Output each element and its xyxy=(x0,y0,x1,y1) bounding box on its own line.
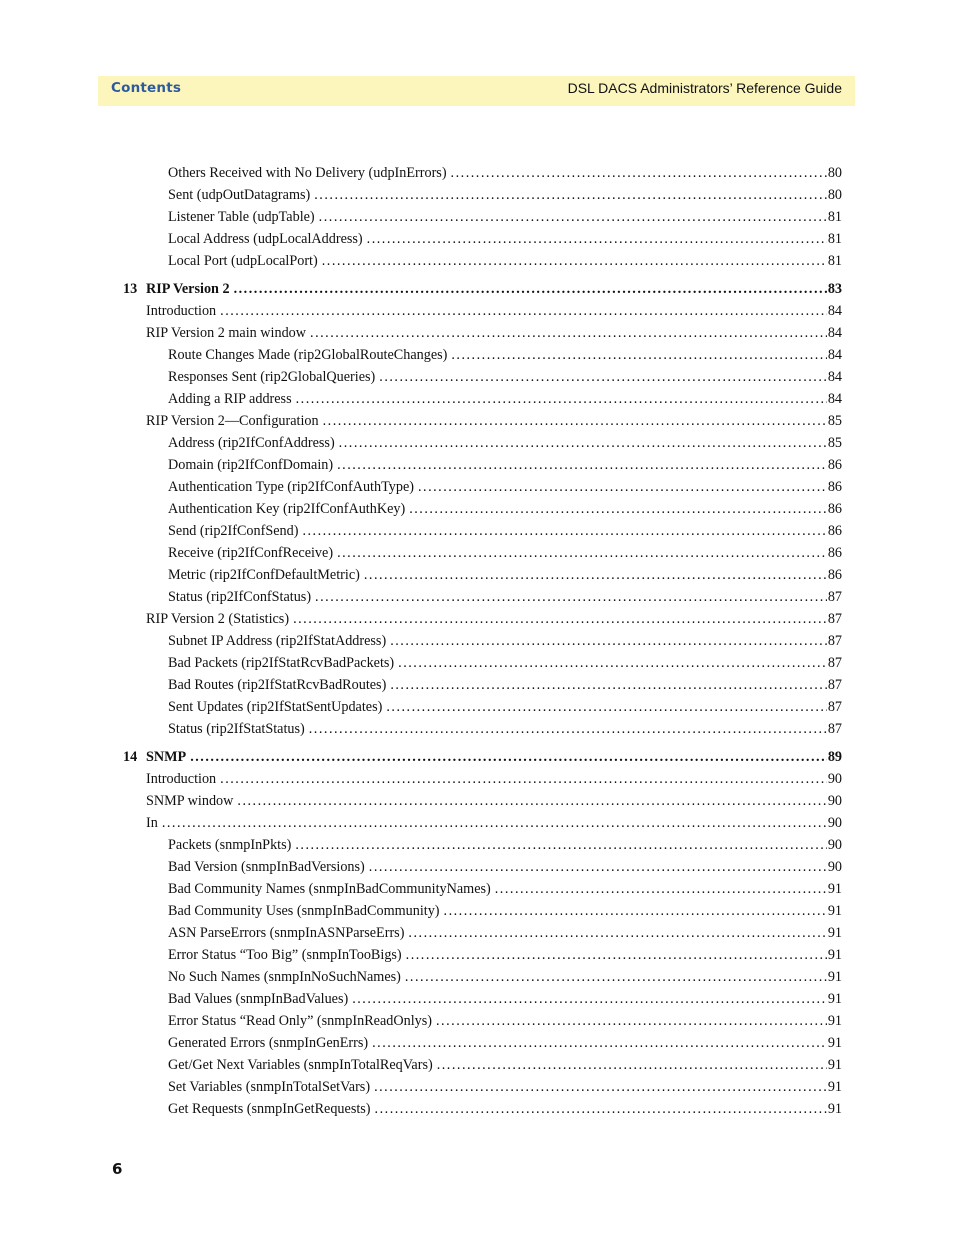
toc-page-number: 90 xyxy=(827,815,842,831)
dot-leader xyxy=(314,184,827,206)
toc-page-number: 87 xyxy=(827,611,842,627)
toc-page-number: 86 xyxy=(827,479,842,495)
toc-entry-label: Metric (rip2IfConfDefaultMetric) xyxy=(168,567,360,583)
toc-chapter-number: 13 xyxy=(123,281,138,297)
toc-entry-label: RIP Version 2—Configuration xyxy=(146,413,319,429)
dot-leader xyxy=(364,564,827,586)
toc-entry[interactable] xyxy=(168,652,842,674)
toc-entry-label: Sent (udpOutDatagrams) xyxy=(168,187,311,203)
toc-entry-label: RIP Version 2 main window xyxy=(146,325,307,341)
toc-page-number: 90 xyxy=(827,771,842,787)
toc-entry[interactable] xyxy=(168,366,842,388)
toc-entry-label: Bad Version (snmpInBadVersions) xyxy=(168,859,365,875)
toc-page-number: 91 xyxy=(827,1013,842,1029)
toc-entry[interactable] xyxy=(168,1076,842,1098)
toc-page-number: 86 xyxy=(827,457,842,473)
toc-entry-label: Bad Community Names (snmpInBadCommunityNames) xyxy=(168,881,491,897)
toc-entry[interactable] xyxy=(146,768,842,790)
toc-entry[interactable] xyxy=(146,608,842,630)
toc-page-number: 80 xyxy=(827,165,842,181)
header-document-title: DSL DACS Administrators’ Reference Guide xyxy=(567,80,842,96)
toc-chapter-entry[interactable] xyxy=(123,278,842,300)
toc-page-number: 81 xyxy=(827,209,842,225)
toc-entry[interactable] xyxy=(168,542,842,564)
dot-leader xyxy=(220,300,827,322)
toc-entry-label: Domain (rip2IfConfDomain) xyxy=(168,457,334,473)
toc-entry-label: Local Address (udpLocalAddress) xyxy=(168,231,363,247)
toc-entry-label: Get Requests (snmpInGetRequests) xyxy=(168,1101,371,1117)
dot-leader xyxy=(408,922,826,944)
toc-page-number: 91 xyxy=(827,903,842,919)
toc-entry-label: Bad Community Uses (snmpInBadCommunity) xyxy=(168,903,440,919)
toc-page-number: 87 xyxy=(827,721,842,737)
dot-leader xyxy=(451,344,826,366)
dot-leader xyxy=(293,608,827,630)
dot-leader xyxy=(237,790,826,812)
toc-page-number: 81 xyxy=(827,253,842,269)
dot-leader xyxy=(352,988,827,1010)
toc-entry-label: Error Status “Read Only” (snmpInReadOnlys) xyxy=(168,1013,432,1029)
toc-entry[interactable] xyxy=(168,718,842,740)
dot-leader xyxy=(296,388,827,410)
toc-entry[interactable] xyxy=(168,564,842,586)
toc-chapter-entry[interactable] xyxy=(123,746,842,768)
dot-leader xyxy=(309,718,827,740)
dot-leader xyxy=(390,674,827,696)
toc-entry[interactable] xyxy=(168,498,842,520)
toc-page-number: 81 xyxy=(827,231,842,247)
dot-leader xyxy=(437,1054,827,1076)
dot-leader xyxy=(319,206,827,228)
dot-leader xyxy=(310,322,827,344)
toc-page-number: 84 xyxy=(827,325,842,341)
dot-leader xyxy=(337,542,827,564)
toc-page-number: 84 xyxy=(827,391,842,407)
dot-leader xyxy=(323,410,827,432)
toc-entry-label: SNMP window xyxy=(146,793,234,809)
toc-page-number: 86 xyxy=(827,567,842,583)
dot-leader xyxy=(375,1098,827,1120)
dot-leader xyxy=(406,944,827,966)
toc-entry-label: Receive (rip2IfConfReceive) xyxy=(168,545,334,561)
toc-entry-label: Route Changes Made (rip2GlobalRouteChanges) xyxy=(168,347,448,363)
toc-entry[interactable] xyxy=(168,344,842,366)
toc-entry-label: Adding a RIP address xyxy=(168,391,292,407)
toc-page-number: 80 xyxy=(827,187,842,203)
toc-entry-label: Address (rip2IfConfAddress) xyxy=(168,435,335,451)
toc-entry-label: Bad Packets (rip2IfStatRcvBadPackets) xyxy=(168,655,395,671)
dot-leader xyxy=(372,1032,827,1054)
toc-entry-label: RIP Version 2 xyxy=(146,281,230,297)
dot-leader xyxy=(405,966,827,988)
dot-leader xyxy=(436,1010,827,1032)
toc-entry[interactable] xyxy=(168,674,842,696)
toc-entry-label: In xyxy=(146,815,158,831)
toc-page-number: 91 xyxy=(827,1035,842,1051)
toc-entry[interactable] xyxy=(168,856,842,878)
dot-leader xyxy=(337,454,827,476)
toc-entry[interactable] xyxy=(168,388,842,410)
toc-entry[interactable] xyxy=(168,520,842,542)
toc-entry[interactable] xyxy=(168,1054,842,1076)
toc-page-number: 86 xyxy=(827,545,842,561)
toc-entry[interactable] xyxy=(168,184,842,206)
toc-entry[interactable] xyxy=(168,432,842,454)
toc-page-number: 90 xyxy=(827,859,842,875)
toc-entry[interactable] xyxy=(168,1098,842,1120)
toc-entry[interactable] xyxy=(168,454,842,476)
dot-leader xyxy=(234,278,827,300)
toc-entry-label: Set Variables (snmpInTotalSetVars) xyxy=(168,1079,371,1095)
toc-entry-label: Introduction xyxy=(146,771,217,787)
toc-page-number: 86 xyxy=(827,523,842,539)
toc-page-number: 89 xyxy=(827,749,842,765)
toc-entry-label: Status (rip2IfConfStatus) xyxy=(168,589,312,605)
toc-entry[interactable] xyxy=(168,696,842,718)
toc-entry-label: Local Port (udpLocalPort) xyxy=(168,253,318,269)
toc-entry-label: Subnet IP Address (rip2IfStatAddress) xyxy=(168,633,387,649)
toc-entry-label: Packets (snmpInPkts) xyxy=(168,837,292,853)
dot-leader xyxy=(339,432,827,454)
toc-entry-label: Error Status “Too Big” (snmpInTooBigs) xyxy=(168,947,402,963)
toc-page-number: 84 xyxy=(827,303,842,319)
dot-leader xyxy=(220,768,827,790)
toc-page-number: 90 xyxy=(827,793,842,809)
toc-entry-label: Responses Sent (rip2GlobalQueries) xyxy=(168,369,376,385)
toc-page-number: 91 xyxy=(827,969,842,985)
toc-entry-label: Status (rip2IfStatStatus) xyxy=(168,721,305,737)
dot-leader xyxy=(374,1076,827,1098)
dot-leader xyxy=(409,498,827,520)
toc-page-number: 85 xyxy=(827,435,842,451)
toc-entry[interactable] xyxy=(146,300,842,322)
dot-leader xyxy=(386,696,826,718)
dot-leader xyxy=(398,652,827,674)
toc-entry-label: Authentication Key (rip2IfConfAuthKey) xyxy=(168,501,406,517)
toc-page-number: 86 xyxy=(827,501,842,517)
toc-entry-label: SNMP xyxy=(146,749,187,765)
toc-entry-label: Introduction xyxy=(146,303,217,319)
toc-page-number: 87 xyxy=(827,589,842,605)
dot-leader xyxy=(379,366,827,388)
dot-leader xyxy=(315,586,827,608)
header-section-title: Contents xyxy=(111,80,182,96)
toc-page-number: 87 xyxy=(827,677,842,693)
toc-entry-label: Generated Errors (snmpInGenErrs) xyxy=(168,1035,369,1051)
dot-leader xyxy=(390,630,827,652)
toc-page-number: 90 xyxy=(827,837,842,853)
dot-leader xyxy=(369,856,827,878)
toc-page-number: 91 xyxy=(827,991,842,1007)
page-number: 6 xyxy=(112,1160,123,1178)
dot-leader xyxy=(367,228,827,250)
toc-entry-label: Send (rip2IfConfSend) xyxy=(168,523,299,539)
toc-entry[interactable] xyxy=(146,812,842,834)
toc-entry[interactable] xyxy=(168,250,842,272)
toc-entry[interactable] xyxy=(168,586,842,608)
toc-entry[interactable] xyxy=(168,476,842,498)
toc-entry[interactable] xyxy=(146,790,842,812)
toc-page-number: 84 xyxy=(827,347,842,363)
toc-entry-label: No Such Names (snmpInNoSuchNames) xyxy=(168,969,401,985)
toc-entry[interactable] xyxy=(168,878,842,900)
toc-page-number: 85 xyxy=(827,413,842,429)
toc-entry-label: Authentication Type (rip2IfConfAuthType) xyxy=(168,479,414,495)
toc-entry[interactable] xyxy=(168,206,842,228)
toc-entry[interactable] xyxy=(168,162,842,184)
toc-entry[interactable] xyxy=(168,228,842,250)
toc-entry[interactable] xyxy=(146,410,842,432)
toc-page-number: 91 xyxy=(827,1057,842,1073)
toc-entry-label: Listener Table (udpTable) xyxy=(168,209,315,225)
toc-chapter-number: 14 xyxy=(123,749,138,765)
toc-page-number: 91 xyxy=(827,881,842,897)
toc-entry-label: Sent Updates (rip2IfStatSentUpdates) xyxy=(168,699,383,715)
toc-page-number: 91 xyxy=(827,925,842,941)
toc-entry-label: Get/Get Next Variables (snmpInTotalReqVars) xyxy=(168,1057,433,1073)
toc-page-number: 87 xyxy=(827,633,842,649)
toc-page-number: 91 xyxy=(827,1079,842,1095)
toc-entry[interactable] xyxy=(168,630,842,652)
toc-entry-label: RIP Version 2 (Statistics) xyxy=(146,611,290,627)
toc-entry[interactable] xyxy=(168,966,842,988)
toc-entry[interactable] xyxy=(168,1010,842,1032)
toc-entry[interactable] xyxy=(146,322,842,344)
dot-leader xyxy=(418,476,827,498)
toc-entry-label: Bad Values (snmpInBadValues) xyxy=(168,991,349,1007)
toc-entry[interactable] xyxy=(168,944,842,966)
dot-leader xyxy=(322,250,827,272)
dot-leader xyxy=(302,520,826,542)
toc-page-number: 84 xyxy=(827,369,842,385)
toc-entry-label: Others Received with No Delivery (udpInErrors) xyxy=(168,165,447,181)
dot-leader xyxy=(190,746,827,768)
dot-leader xyxy=(162,812,827,834)
toc-entry[interactable] xyxy=(168,834,842,856)
toc-page-number: 91 xyxy=(827,947,842,963)
toc-page-number: 83 xyxy=(827,281,842,297)
toc-page-number: 87 xyxy=(827,699,842,715)
dot-leader xyxy=(451,162,827,184)
toc-entry[interactable] xyxy=(168,900,842,922)
dot-leader xyxy=(444,900,827,922)
toc-page-number: 91 xyxy=(827,1101,842,1117)
toc-entry-label: Bad Routes (rip2IfStatRcvBadRoutes) xyxy=(168,677,387,693)
toc-entry[interactable] xyxy=(168,988,842,1010)
toc-entry[interactable] xyxy=(168,922,842,944)
dot-leader xyxy=(295,834,826,856)
toc-entry[interactable] xyxy=(168,1032,842,1054)
toc-page-number: 87 xyxy=(827,655,842,671)
running-header xyxy=(98,76,855,106)
toc-entry-label: ASN ParseErrors (snmpInASNParseErrs) xyxy=(168,925,405,941)
dot-leader xyxy=(495,878,827,900)
